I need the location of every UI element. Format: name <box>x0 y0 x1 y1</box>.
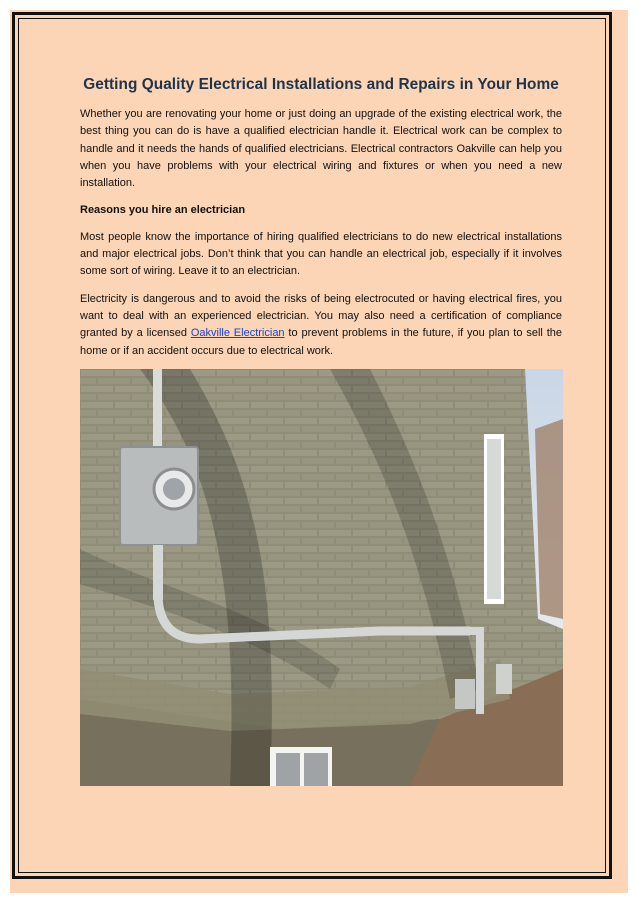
paragraph-3-text-end: to prevent problems in the future, if you plan to sell the home or if an accident occurs due to electrical work. <box>80 327 562 357</box>
electrical-installation-photo <box>80 369 563 786</box>
paragraph-3 <box>80 291 562 360</box>
article-title: Getting Quality Electrical Installations and Repairs in Your Home <box>83 76 559 93</box>
intro-paragraph: Whether you are renovating your home or just doing an upgrade of the existing electrical work, the best thing you can do is have a qualified electrician handle it. Electrical work can be complex to handle and it needs the hands of qualified electricians. Electrical contractors Oakville can help you when you have problems with your electrical wiring and fixtures or when you need a new installation. <box>80 108 562 190</box>
paragraph-3-text-start: Electricity is dangerous and to avoid the risks of being electrocuted or having electrical fires, you want to deal with an experienced electrician. You may also need a certification of compliance granted by a licensed <box>80 292 562 340</box>
article-body <box>80 76 562 370</box>
section-heading: Reasons you hire an electrician <box>80 204 246 217</box>
paragraph-2: Most people know the importance of hiring qualified electricians to do new electrical installations and major electrical jobs. Don’t think that you can handle an electrical job, especially if it involves some sort of wiring. Leave it to an electrician. <box>80 230 562 278</box>
oakville-electrician-link[interactable]: Oakville Electrician <box>190 327 285 340</box>
